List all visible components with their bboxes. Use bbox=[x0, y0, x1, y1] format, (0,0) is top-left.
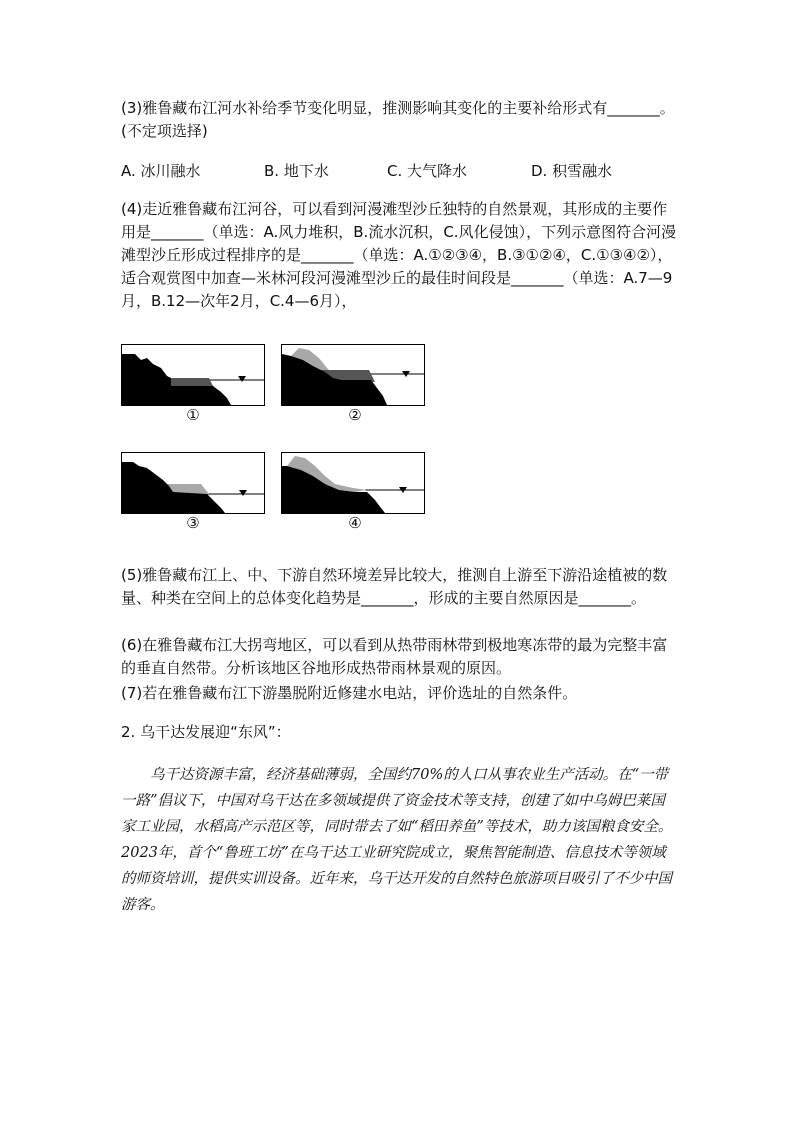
option-c: C. 大气降水 bbox=[387, 162, 468, 180]
diagram-4-label: ④ bbox=[348, 514, 362, 532]
reading-passage: 乌干达资源丰富，经济基础薄弱，全国约70%的人口从事农业生产活动。在“一带一路”倡议下，中国对乌干达在多领域提供了资金技术等支持，创建了如中乌姆巴莱国家工业园，水稻高产示范区等，同时带去了如“稻田养鱼”等技术，助力该国粮食安全。2023年，首个“鲁班工坊”在乌干达工业研究院成立，聚焦智能制造、信息技术等领域的师资培训，提供实训设备。近年来，乌干达开发的自然特色旅游项目吸引了不少中国游客。 bbox=[121, 767, 673, 913]
question-7-text: (7)若在雅鲁藏布江下游墨脱附近修建水电站，评价选址的自然条件。 bbox=[121, 684, 578, 702]
option-a: A. 冰川融水 bbox=[121, 162, 201, 180]
diagram-2 bbox=[281, 344, 425, 406]
question-3-stem: (3)雅鲁藏布江河水补给季节变化明显，推测影响其变化的主要补给形式有_______。(不定项选择) bbox=[121, 99, 675, 140]
option-d: D. 积雪融水 bbox=[531, 162, 613, 180]
question-6-text: (6)在雅鲁藏布江大拐弯地区，可以看到从热带雨林带到极地寒冻带的最为完整丰富的垂直自然带。分析该地区谷地形成热带雨林景观的原因。 bbox=[121, 636, 668, 677]
diagram-4 bbox=[281, 452, 425, 514]
diagram-2-label: ② bbox=[348, 406, 362, 424]
question-4-text: (4)走近雅鲁藏布江河谷，可以看到河漫滩型沙丘独特的自然景观，其形成的主要作用是_______（单选：A.风力堆积，B.流水沉积，C.风化侵蚀），下列示意图符合河漫滩型沙丘形成过程排序的是_______（单选：A.①②③④，B.③①②④，C.①③④②），适合观赏图中加查—米林河段河漫滩型沙丘的最佳时间段是_______（单选：A.7—9月，B.12—次年2月，C.4—6月）， bbox=[121, 200, 677, 310]
diagram-1 bbox=[121, 344, 265, 406]
question-2-header: 2. 乌干达发展迎“东风”： bbox=[121, 723, 291, 741]
question-5-text: (5)雅鲁藏布江上、中、下游自然环境差异比较大，推测自上游至下游沿途植被的数量、种类在空间上的总体变化趋势是_______，形成的主要自然原因是_______。 bbox=[121, 566, 668, 607]
diagram-1-label: ① bbox=[186, 406, 200, 424]
diagram-3 bbox=[121, 452, 265, 514]
option-b: B. 地下水 bbox=[264, 162, 329, 180]
diagram-3-label: ③ bbox=[186, 514, 200, 532]
